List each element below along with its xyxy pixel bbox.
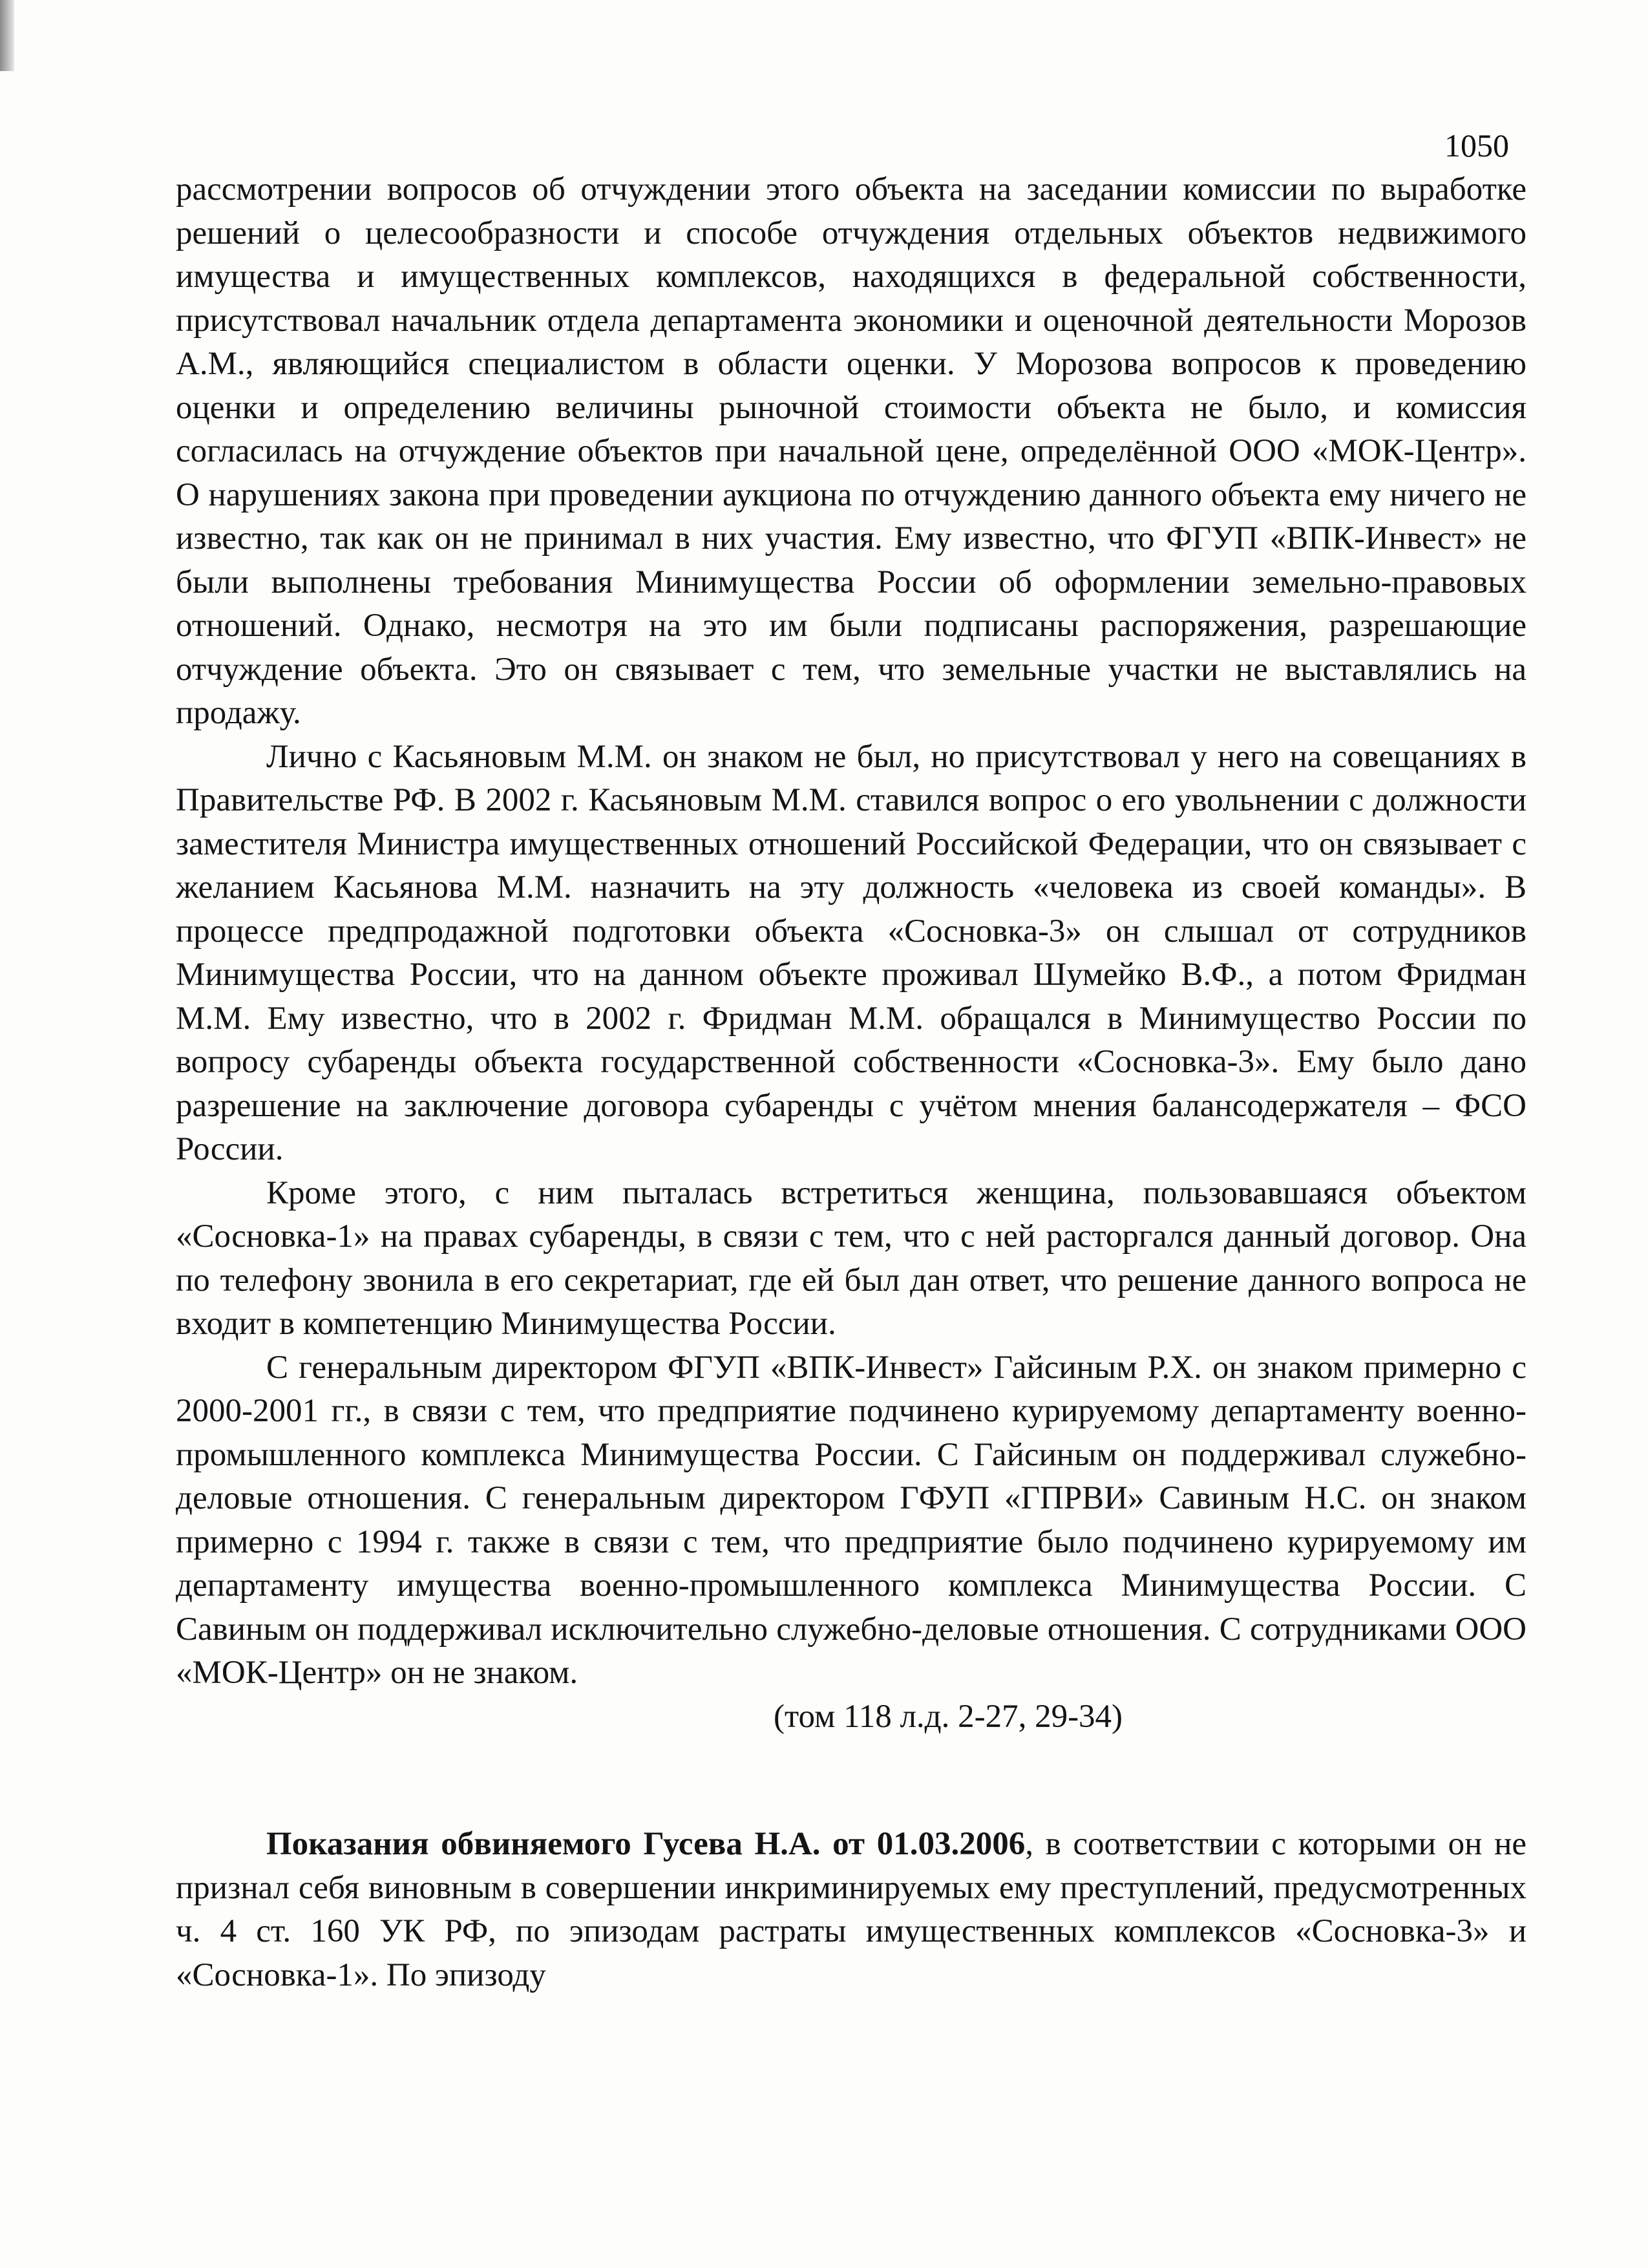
paragraph-gusev-testimony [176, 1823, 1527, 1997]
paragraph-gaysin-savin: С генеральным директором ФГУП «ВПК-Инвест» Гайсиным Р.Х. он знаком примерно с 2000-2001 гг., в связи с тем, что предприятие подчинено курируемому департаменту военно-промышленного комплекса Минимущества России. С Гайсиным он поддерживал служебно-деловые отношения. С генеральным директором ГФУП «ГПРВИ» Савиным Н.С. он знаком примерно с 1994 г. также в связи с тем, что предприятие было подчинено курируемому им департаменту имущества военно-промышленного комплекса Минимущества России. С Савиным он поддерживал исключительно служебно-деловые отношения. С сотрудниками ООО «МОК-Центр» он не знаком. [176, 1349, 1527, 1691]
paragraph-sosnovka-1: Кроме этого, с ним пыталась встретиться женщина, пользовавшаяся объектом «Сосновка-1» на правах субаренды, в связи с тем, что с ней расторгался данный договор. Она по телефону звонила в его секретариат, где ей был дан ответ, что решение данного вопроса не входит в компетенцию Минимущества России. [176, 1174, 1527, 1342]
paragraph-kasyanov: Лично с Касьяновым М.М. он знаком не был, но присутствовал у него на совещаниях в Правительстве РФ. В 2002 г. Касьяновым М.М. ставился вопрос о его увольнении с должности заместителя Министра имущественных отношений Российской Федерации, что он связывает с желанием Касьянова М.М. назначить на эту должность «человека из своей команды». В процессе предпродажной подготовки объекта «Сосновка-3» он слышал от сотрудников Минимущества России, что на данном объекте проживал Шумейко В.Ф., а потом Фридман М.М. Ему известно, что в 2002 г. Фридман М.М. обращался в Минимущество России по вопросу субаренды объекта государственной собственности «Сосновка-3». Ему было дано разрешение на заключение договора субаренды с учётом мнения балансодержателя – ФСО России. [176, 738, 1527, 1167]
page-number: 1050 [1444, 127, 1509, 164]
testimony-text: , в соответствии с которыми он не признал себя виновным в совершении инкриминируемых ему преступлений, предусмотренных ч. 4 ст. 160 УК РФ, по эпизодам растраты имущественных комплексов «Сосновка-3» и «Сосновка-1». По эпизоду [176, 1826, 1527, 1993]
paragraph-testimony-continuation: рассмотрении вопросов об отчуждении этого объекта на заседании комиссии по выработке решений о целесообразности и способе отчуждения отдельных объектов недвижимого имущества и имущественных комплексов, находящихся в федеральной собственности, присутствовал начальник отдела департамента экономики и оценочной деятельности Морозов А.М., являющийся специалистом в области оценки. У Морозова вопросов к проведению оценки и определению величины рыночной стоимости объекта не было, и комиссия согласилась на отчуждение объектов при начальной цене, определённой ООО «МОК-Центр». О нарушениях закона при проведении аукциона по отчуждению данного объекта ему ничего не известно, так как он не принимал в них участия. Ему известно, что ФГУП «ВПК-Инвест» не были выполнены требования Минимущества России об оформлении земельно-правовых отношений. Однако, несмотря на это им были подписаны распоряжения, разрешающие отчуждение объекта. Это он связывает с тем, что земельные участки не выставлялись на продажу. [176, 171, 1527, 731]
scan-edge-shadow [0, 0, 14, 71]
document-body [176, 168, 1527, 1997]
testimony-heading: Показания обвиняемого Гусева Н.А. от 01.03.2006 [266, 1826, 1026, 1862]
section-spacer [176, 1739, 1527, 1823]
case-file-reference: (том 118 л.д. 2-27, 29-34) [773, 1698, 1123, 1735]
